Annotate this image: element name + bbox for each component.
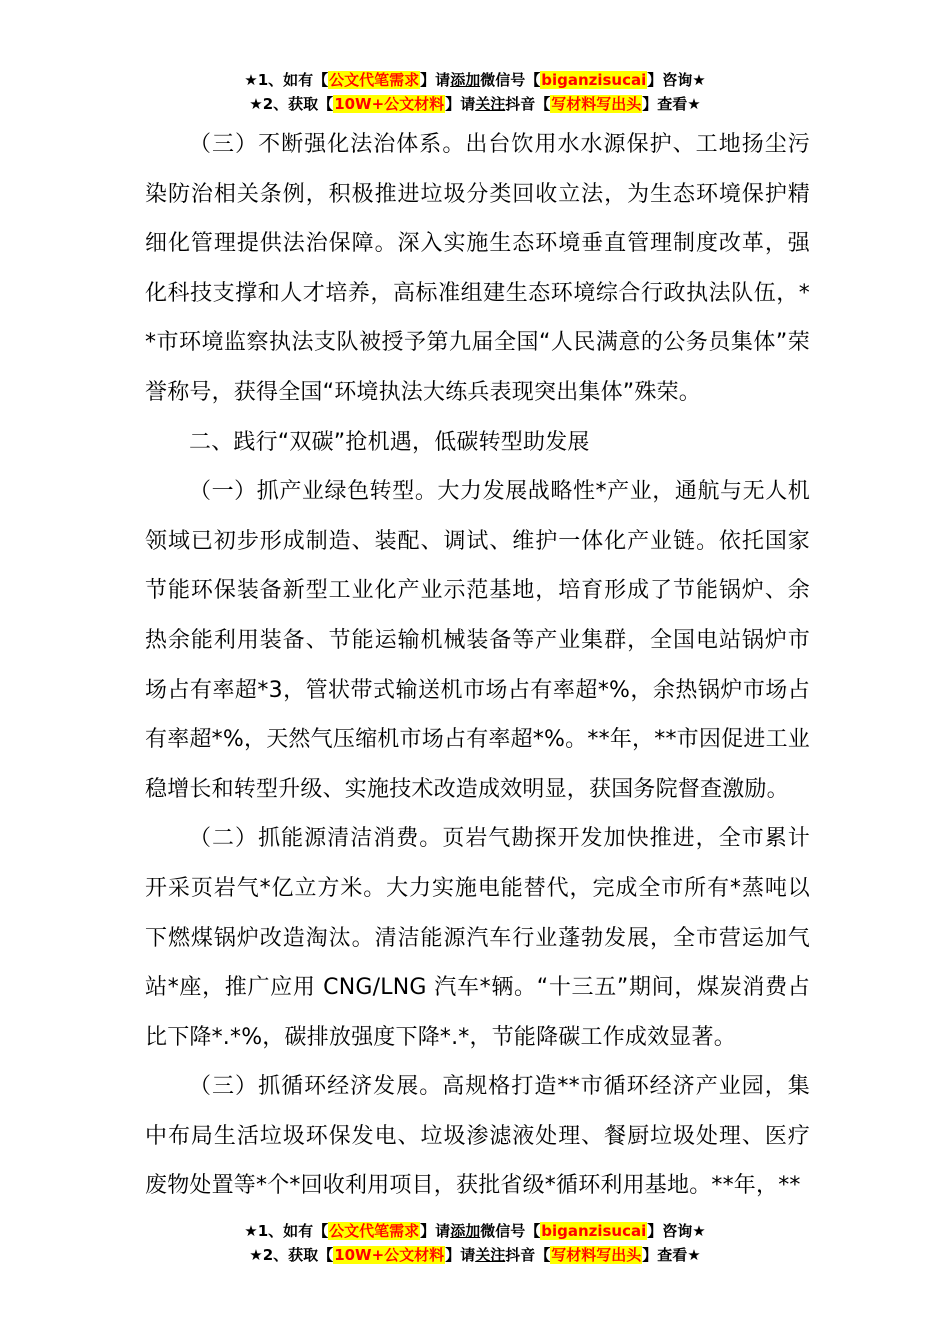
banner-highlight: 公文代笔需求 (329, 1222, 420, 1240)
banner-text: 微信号【 (480, 1222, 541, 1240)
banner-line-1 (0, 1219, 950, 1243)
banner-text: 】咨询★ (647, 1222, 706, 1240)
banner-underlined-text: 关注 (475, 95, 506, 113)
banner-line-2 (0, 1243, 950, 1267)
banner-text: 】请 (445, 95, 476, 113)
banner-highlight: 10W+公文材料 (334, 95, 445, 113)
paragraph-clean-energy: （二）抓能源清洁消费。页岩气勘探开发加快推进，全市累计开采页岩气*亿立方米。大力实施电能替代，完成全市所有*蒸吨以下燃煤锅炉改造淘汰。清洁能源汽车行业蓬勃发展，全市营运加气站*座，推广应用 CNG/LNG 汽车*辆。“十三五”期间，煤炭消费占比下降*.*%，碳排放强度下降*.*，节能降碳工作成效显著。 (145, 826, 810, 1050)
paragraph-industry-transformation: （一）抓产业绿色转型。大力发展战略性*产业，通航与无人机领域已初步形成制造、装配、调试、维护一体化产业链。依托国家节能环保装备新型工业化产业示范基地，培育形成了节能锅炉、余热余能利用装备、节能运输机械装备等产业集群，全国电站锅炉市场占有率超*3，管状带式输送机市场占有率超*%，余热锅炉市场占有率超*%，天然气压缩机市场占有率超*%。**年，**市因促进工业稳增长和转型升级、实施技术改造成效明显，获国务院督查激励。 (145, 479, 810, 802)
banner-underlined-text: 添加 (450, 1222, 481, 1240)
banner-text: 抖音【 (505, 1246, 551, 1264)
banner-line-2 (0, 92, 950, 116)
banner-line-1 (0, 68, 950, 92)
section-heading: 二、践行“双碳”抢机遇，低碳转型助发展 (189, 429, 590, 455)
banner-text: 】查看★ (642, 95, 701, 113)
banner-text: 】请 (445, 1246, 476, 1264)
header-banner (0, 68, 950, 116)
banner-text: 】请 (420, 1222, 451, 1240)
banner-text: 】咨询★ (647, 71, 706, 89)
banner-highlight: biganzisucai (541, 1222, 647, 1240)
banner-highlight: 写材料写出头 (551, 95, 642, 113)
banner-text: 】请 (420, 71, 451, 89)
document-body (145, 120, 810, 1211)
banner-text: ★1、如有【 (244, 1222, 329, 1240)
banner-highlight: biganzisucai (541, 71, 647, 89)
banner-text: ★2、获取【 (249, 95, 334, 113)
banner-highlight: 10W+公文材料 (334, 1246, 445, 1264)
banner-highlight: 写材料写出头 (551, 1246, 642, 1264)
banner-underlined-text: 添加 (450, 71, 481, 89)
footer-banner (0, 1219, 950, 1267)
banner-underlined-text: 关注 (475, 1246, 506, 1264)
banner-text: 抖音【 (505, 95, 551, 113)
banner-text: ★1、如有【 (244, 71, 329, 89)
paragraph-circular-economy: （三）抓循环经济发展。高规格打造**市循环经济产业园，集中布局生活垃圾环保发电、垃圾渗滤液处理、餐厨垃圾处理、医疗废物处置等*个*回收利用项目，获批省级*循环利用基地。**年，** (145, 1074, 810, 1199)
paragraph-legal-system: （三）不断强化法治体系。出台饮用水水源保护、工地扬尘污染防治相关条例，积极推进垃圾分类回收立法，为生态环境保护精细化管理提供法治保障。深入实施生态环境垂直管理制度改革，强化科技支撑和人才培养，高标准组建生态环境综合行政执法队伍，**市环境监察执法支队被授予第九届全国“人民满意的公务员集体”荣誉称号，获得全国“环境执法大练兵表现突出集体”殊荣。 (145, 132, 810, 405)
banner-highlight: 公文代笔需求 (329, 71, 420, 89)
banner-text: 微信号【 (480, 71, 541, 89)
banner-text: ★2、获取【 (249, 1246, 334, 1264)
banner-text: 】查看★ (642, 1246, 701, 1264)
